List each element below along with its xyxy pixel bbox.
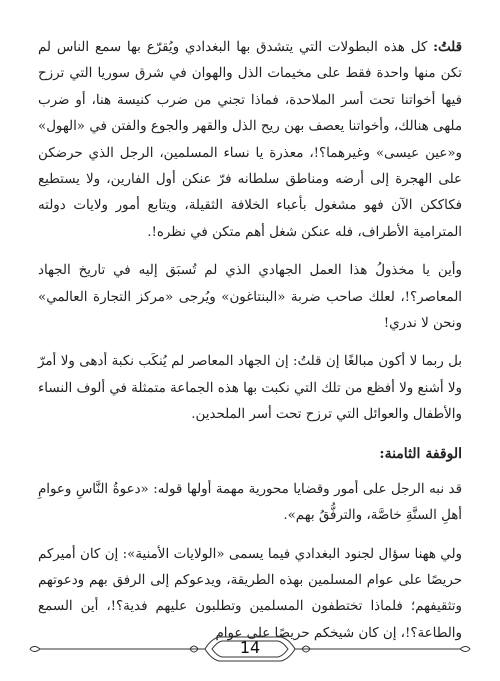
page-number: 14 (239, 638, 261, 657)
paragraph-lead: قلتُ: (433, 39, 462, 55)
section-heading: الوقفة الثامنة: (379, 445, 462, 462)
paragraph-5: ولي ههنا سؤال لجنود البغدادي فيما يسمى «الولايات الأمنية»: إن كان أميركم حريصًا على عوام المسلمين بهذه الطريقة، ويدعوكم إلى الرفق بهم ودعوتهم وتثقيفهم؛ فلماذا تختطفون المسلمين وتطلبون عليهم فدية؟!، أين السمع والطاعة؟!، إن كان شيخكم حريصًا على عوام (38, 546, 462, 641)
paragraph-text: كل هذه البطولات التي يتشدق بها البغدادي ويُقرّع بها سمع الناس لم تكن منها واحدة فقط على مخيمات الذل والهوان في شرق سوريا التي ترزح فيها أخواتنا تحت أسر الملاحدة، فماذا تجني من ضرب كنيسة هنا، أو ضرب ملهى هنالك، وأخواتنا يعصف بهن ريح الذل والقهر والجوع والفتن في «الهول» و«عين عيسى» وغيرهما؟!، معذرة يا نساء المسلمين، الرجل الذي حرضكن على الهجرة إلى أرضه ومناطق سلطانه فرّ عنكن أول الفارين، ولا يستطيع فكاككن الآن فهو مشغول بأعباء الخلافة الثقيلة، ويتابع أمور ولايات دولته المترامية الأطراف، فله عنكن شغل أهم متكن في نظره!. (38, 40, 462, 240)
page-footer (0, 628, 500, 670)
body-text (38, 34, 462, 659)
paragraph-1 (38, 34, 462, 246)
paragraph-4: قد نبه الرجل على أمور وقضايا محورية مهمة أولها قوله: «دعوةُ النَّاسِ وعوامِ أهلِ السنَّةِ خاصَّة، والترفُّقُ بهم». (38, 481, 462, 524)
paragraph-3: بل ربما لا أكون مبالغًا إن قلتُ: إن الجهاد المعاصر لم يُنكَب نكبة أدهى ولا أمرّ ولا أشنع ولا أفظع من تلك التي نكبت بها هذه الجماعة متمثلة في ألوف النساء والأطفال والعوائل التي ترزح تحت أسر الملحدين. (38, 354, 462, 423)
paragraph-2: وأين يا مخذولُ هذا العمل الجهادي الذي لم تُسبَق إليه في تاريخ الجهاد المعاصر؟!، لعلك صاحب ضربة «البنتاغون» ويُرجى «مركز التجارة العالمي» ونحن لا ندري! (38, 263, 462, 332)
